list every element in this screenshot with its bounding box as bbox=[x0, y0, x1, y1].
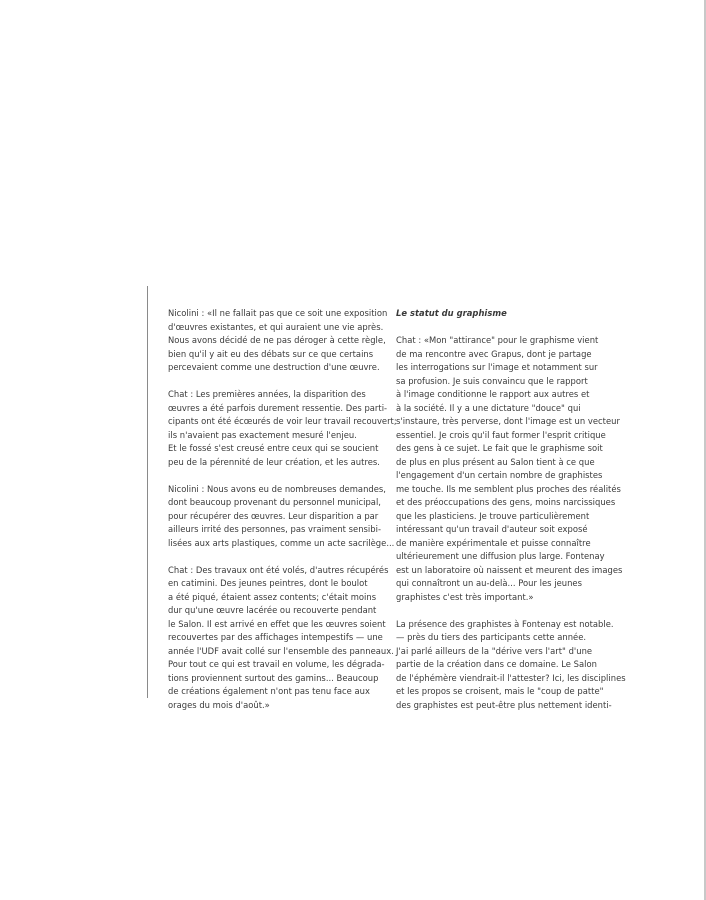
text-line: œuvres a été parfois durement ressentie. Des parti- bbox=[168, 402, 388, 413]
text-line: pour récupérer des œuvres. Leur disparition a par bbox=[168, 510, 379, 521]
text-line: sa profusion. Je suis convaincu que le rapport bbox=[396, 375, 588, 386]
text-line: s'instaure, très perverse, dont l'image est un vecteur bbox=[396, 416, 620, 426]
text-line: ultérieurement une diffusion plus large. Fontenay bbox=[396, 551, 605, 561]
text-line: Chat : Des travaux ont été volés, d'autres récupérés bbox=[168, 564, 389, 575]
left-column bbox=[168, 307, 397, 726]
text-line: et des préoccupations des gens, moins narcissiques bbox=[396, 497, 616, 507]
text-line: — près du tiers des participants cette année. bbox=[396, 632, 587, 642]
text-line: Chat : «Mon "attirance" pour le graphisme vient bbox=[396, 335, 599, 345]
paragraph bbox=[168, 307, 386, 375]
text-line: à l'image conditionne le rapport aux autres et bbox=[396, 389, 590, 399]
paragraph bbox=[396, 618, 626, 713]
text-line: peu de la pérennité de leur création, et les autres. bbox=[168, 456, 380, 467]
text-line: des graphistes est peut-être plus nettement identi- bbox=[396, 699, 612, 710]
text-line: dont beaucoup provenant du personnel municipal, bbox=[168, 497, 381, 507]
text-line: cipants ont été écœurés de voir leur travail recouvert; bbox=[168, 416, 397, 426]
text-line: l'engagement d'un certain nombre de graphistes bbox=[396, 470, 603, 480]
text-line: de créations également n'ont pas tenu face aux bbox=[168, 686, 370, 696]
text-line: le Salon. Il est arrivé en effet que les œuvres soient bbox=[168, 618, 386, 629]
text-line: et les propos se croisent, mais le "coup de patte" bbox=[396, 686, 604, 696]
text-line: à la société. Il y a une dictature "douce" qui bbox=[396, 402, 581, 413]
section-heading: Le statut du graphisme bbox=[396, 308, 507, 318]
text-line: Pour tout ce qui est travail en volume, les dégrada- bbox=[168, 659, 385, 669]
text-line: est un laboratoire où naissent et meurent des images bbox=[396, 564, 623, 575]
text-line: que les plasticiens. Je trouve particulièrement bbox=[396, 510, 590, 521]
column-rule bbox=[147, 286, 148, 698]
text-line: orages du mois d'août.» bbox=[168, 699, 270, 710]
text-line: année l'UDF avait collé sur l'ensemble des panneaux. bbox=[168, 645, 394, 656]
text-line: graphistes c'est très important.» bbox=[396, 591, 534, 602]
text-line: des gens à ce sujet. Le fait que le graphisme soit bbox=[396, 443, 603, 453]
text-line: ils n'avaient pas exactement mesuré l'enjeu. bbox=[168, 429, 357, 440]
paragraph bbox=[396, 334, 623, 604]
text-line: lisées aux arts plastiques, comme un acte sacrilège... bbox=[168, 537, 395, 548]
text-line: intéressant qu'un travail d'auteur soit exposé bbox=[396, 524, 588, 534]
text-line: recouvertes par des affichages intempestifs — une bbox=[168, 632, 383, 642]
right-column bbox=[396, 307, 626, 726]
text-line: La présence des graphistes à Fontenay est notable. bbox=[396, 618, 614, 629]
paragraph bbox=[168, 483, 395, 551]
text-line: Et le fossé s'est creusé entre ceux qui se soucient bbox=[168, 443, 379, 453]
text-line: d'œuvres existantes, et qui auraient une vie après. bbox=[168, 321, 384, 332]
text-line: tions proviennent surtout des gamins... Beaucoup bbox=[168, 672, 379, 683]
text-line: a été piqué, étaient assez contents; c'était moins bbox=[168, 591, 377, 602]
text-line: en catimini. Des jeunes peintres, dont le boulot bbox=[168, 578, 368, 588]
text-line: essentiel. Je crois qu'il faut former l'esprit critique bbox=[396, 429, 606, 440]
text-line: de ma rencontre avec Grapus, dont je partage bbox=[396, 348, 592, 359]
text-line: Chat : Les premières années, la disparition des bbox=[168, 389, 366, 399]
text-line: de l'éphémère viendrait-il l'attester? Ici, les disciplines bbox=[396, 672, 626, 683]
text-line: percevaient comme une destruction d'une œuvre. bbox=[168, 362, 380, 372]
text-line: Nicolini : «Il ne fallait pas que ce soit une exposition bbox=[168, 308, 388, 318]
text-line: de plus en plus présent au Salon tient à ce que bbox=[396, 456, 595, 467]
text-line: ailleurs irrité des personnes, pas vraiment sensibi- bbox=[168, 524, 381, 534]
text-line: Nicolini : Nous avons eu de nombreuses demandes, bbox=[168, 483, 386, 494]
text-line: me touche. Ils me semblent plus proches des réalités bbox=[396, 483, 621, 494]
paragraph bbox=[168, 564, 394, 713]
text-line: les interrogations sur l'image et notamment sur bbox=[396, 362, 598, 372]
text-line: partie de la création dans ce domaine. Le Salon bbox=[396, 659, 597, 669]
text-line: J'ai parlé ailleurs de la "dérive vers l'art" d'une bbox=[396, 645, 593, 656]
text-line: Nous avons décidé de ne pas déroger à cette règle, bbox=[168, 335, 386, 345]
paragraph bbox=[168, 388, 397, 469]
text-line: qui connaîtront un au-delà... Pour les jeunes bbox=[396, 578, 582, 588]
text-line: dur qu'une œuvre lacérée ou recouverte pendant bbox=[168, 605, 377, 615]
text-line: de manière expérimentale et puisse connaître bbox=[396, 537, 591, 548]
text-line: bien qu'il y ait eu des débats sur ce que certains bbox=[168, 348, 374, 359]
